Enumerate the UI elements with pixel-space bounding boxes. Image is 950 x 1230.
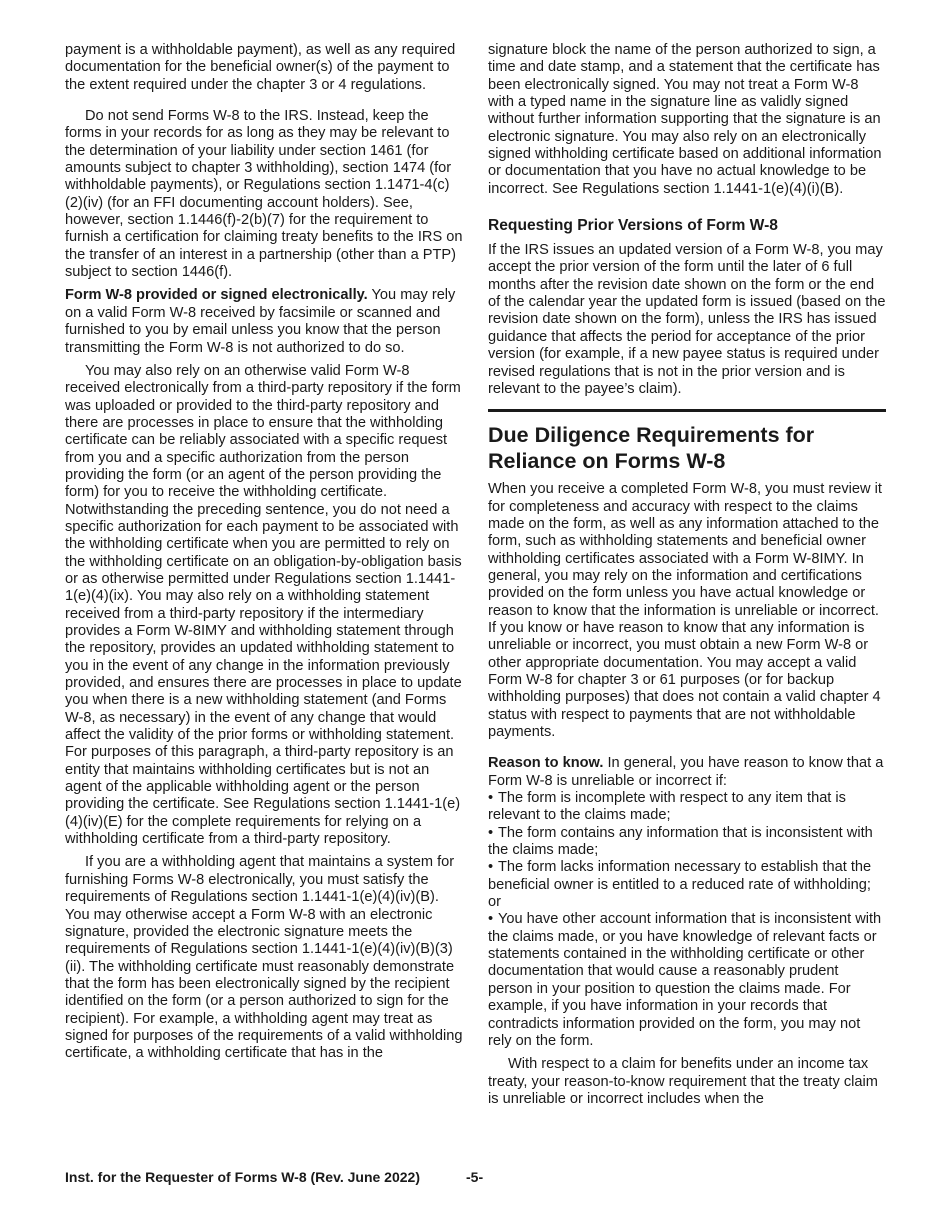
footer-title: Inst. for the Requester of Forms W-8 (Rev. June 2022)	[65, 1169, 420, 1185]
section-title: Due Diligence Requirements for Reliance on Forms W-8	[488, 423, 815, 474]
list-item: • The form lacks information necessary to establish that the beneficial owner is entitled to a reduced rate of withholding; or	[488, 859, 872, 911]
paragraph: payment is a withholdable payment), as well as any required documentation for the beneficial owner(s) of the payment to the extent required under the chapter 3 or 4 regulations.	[65, 42, 456, 93]
run-in-heading: Reason to know.	[488, 755, 604, 772]
bullet-list	[488, 790, 886, 1050]
bullet-icon: •	[488, 859, 494, 876]
paragraph: Do not send Forms W-8 to the IRS. Instead, keep the forms in your records for as long as they may be relevant to the determination of your liability under section 1461 (for amounts subject to chapter 3 withholding), section 1474 (for withholdable payments), or Regulations section 1.1471-4(c)(2)(iv) (for an FFI documenting account holders). See, however, section 1.1446(f)-2(b)(7) for the requirement to furnish a certification for claiming treaty benefits to the IRS on the transfer of an interest in a partnership (other than a PTP) subject to section 1446(f).	[65, 108, 463, 281]
run-in-heading: Form W-8 provided or signed electronically.	[65, 287, 368, 304]
list-item: • The form contains any information that is inconsistent with the claims made;	[488, 824, 873, 859]
section-divider	[488, 409, 886, 412]
paragraph: When you receive a completed Form W-8, you must review it for completeness and accuracy with respect to the claims made on the form, as well as any information attached to the form, such as withholding statements and beneficial owner withholding certificates associated with a Form W-8IMY. In general, you may rely on the information and certifications provided on the form unless you have actual knowledge or reason to know that the information is unreliable or incorrect. If you know or have reason to know that any information is unreliable or incorrect, you must obtain a new Form W-8 or other appropriate documentation. You may accept a valid Form W-8 for chapter 3 or 61 purposes (or for backup withholding purposes) that does not contain a valid chapter 4 status with respect to payments that are not withholdable payments.	[488, 481, 882, 740]
section-heading: Requesting Prior Versions of Form W-8	[488, 217, 778, 235]
paragraph: With respect to a claim for benefits under an income tax treaty, your reason-to-know requirement that the treaty claim is unreliable or incorrect includes when the	[488, 1056, 878, 1107]
bullet-icon: •	[488, 790, 494, 807]
page-footer	[65, 1169, 484, 1185]
paragraph: signature block the name of the person authorized to sign, a time and date stamp, and a statement that the certificate has been electronically signed. You may not treat a Form W-8 with a typed name in the signature line as validly signed without further information supporting that the signature is an electronic signature. You may also rely on an electronically signed withholding certificate based on additional information or documentation that you have no actual knowledge to be incorrect. See Regulations section 1.1441-1(e)(4)(i)(B).	[488, 42, 882, 197]
bullet-icon: •	[488, 824, 494, 841]
right-column	[488, 42, 886, 1122]
paragraph: If the IRS issues an updated version of a Form W-8, you may accept the prior version of the form until the later of 6 full months after the revision date shown on the form or the end of the calendar year the updated form is issued (based on the revision date shown on the form), unless the IRS has issued guidance that affects the period for acceptance of the prior version (for example, if a new payee status is required under revised regulations that is not in the prior version and is relevant to the payee’s claim).	[488, 242, 886, 397]
paragraph	[488, 755, 886, 790]
left-column	[65, 42, 463, 1077]
paragraph-text: In general, you have reason to know that a Form W-8 is unreliable or incorrect if:	[488, 755, 884, 789]
paragraph: If you are a withholding agent that maintains a system for furnishing Forms W-8 electronically, you must satisfy the requirements of Regulations section 1.1441-1(e)(4)(iv)(B). You may otherwise accept a Form W-8 with an electronic signature, provided the electronic signature meets the requirements of Regulations section 1.1441-1(e)(4)(iv)(B)(3)(ii). The withholding certificate must reasonably demonstrate that the form has been electronically signed by the recipient identified on the form (or a person authorized to sign for the recipient). For example, a withholding agent may treat as signed for purposes of the requirements of a valid withholding certificate, a withholding certificate that has in the	[65, 854, 463, 1062]
paragraph: You may also rely on an otherwise valid Form W-8 received electronically from a third-party repository if the form was uploaded or provided to the third-party repository and there are processes in place to ensure that the withholding certificate can be reliably associated with a specific request from you and a specific authorization from the person providing the form (or an agent of the person providing the form) for you to receive the withholding certificate. Notwithstanding the preceding sentence, you do not need a specific authorization for each payment to be associated with the withholding certificate when you are permitted to rely on the withholding certificate on an obligation-by-obligation basis or as otherwise permitted under Regulations section 1.1441-1(e)(4)(ix). You may also rely on a withholding statement received from a third-party repository if the intermediary provides a Form W-8IMY and withholding statement through the repository, provides an updated withholding statement to you in the event of any change in the information previously provided, and ensures there are processes in place to update you when there is a new withholding statement (and Forms W-8, as necessary) in the event of any change that would affect the validity of the prior forms or withholding statement. For purposes of this paragraph, a third-party repository is an entity that maintains withholding certificates but is not an agent of the applicable withholding agent or the person providing the certificate. See Regulations section 1.1441-1(e)(4)(iv)(E) for the complete requirements for relying on a withholding certificate from a third-party repository.	[65, 362, 462, 848]
bullet-icon: •	[488, 911, 494, 928]
page-number: -5-	[466, 1169, 484, 1185]
list-item: • You have other account information that is inconsistent with the claims made, or you have knowledge of relevant facts or statements contained in the withholding certificate or other documentation that would cause a reasonably prudent person in your position to question the claims made. For example, if you have information in your records that contradicts information provided on the form, you may not rely on the form.	[488, 911, 882, 1049]
paragraph	[65, 287, 463, 356]
list-item: • The form is incomplete with respect to any item that is relevant to the claims made;	[488, 790, 846, 824]
paragraph-text: You may rely on a valid Form W-8 received by facsimile or scanned and furnished to you by email unless you know that the person transmitting the Form W-8 is not authorized to do so.	[65, 287, 456, 356]
